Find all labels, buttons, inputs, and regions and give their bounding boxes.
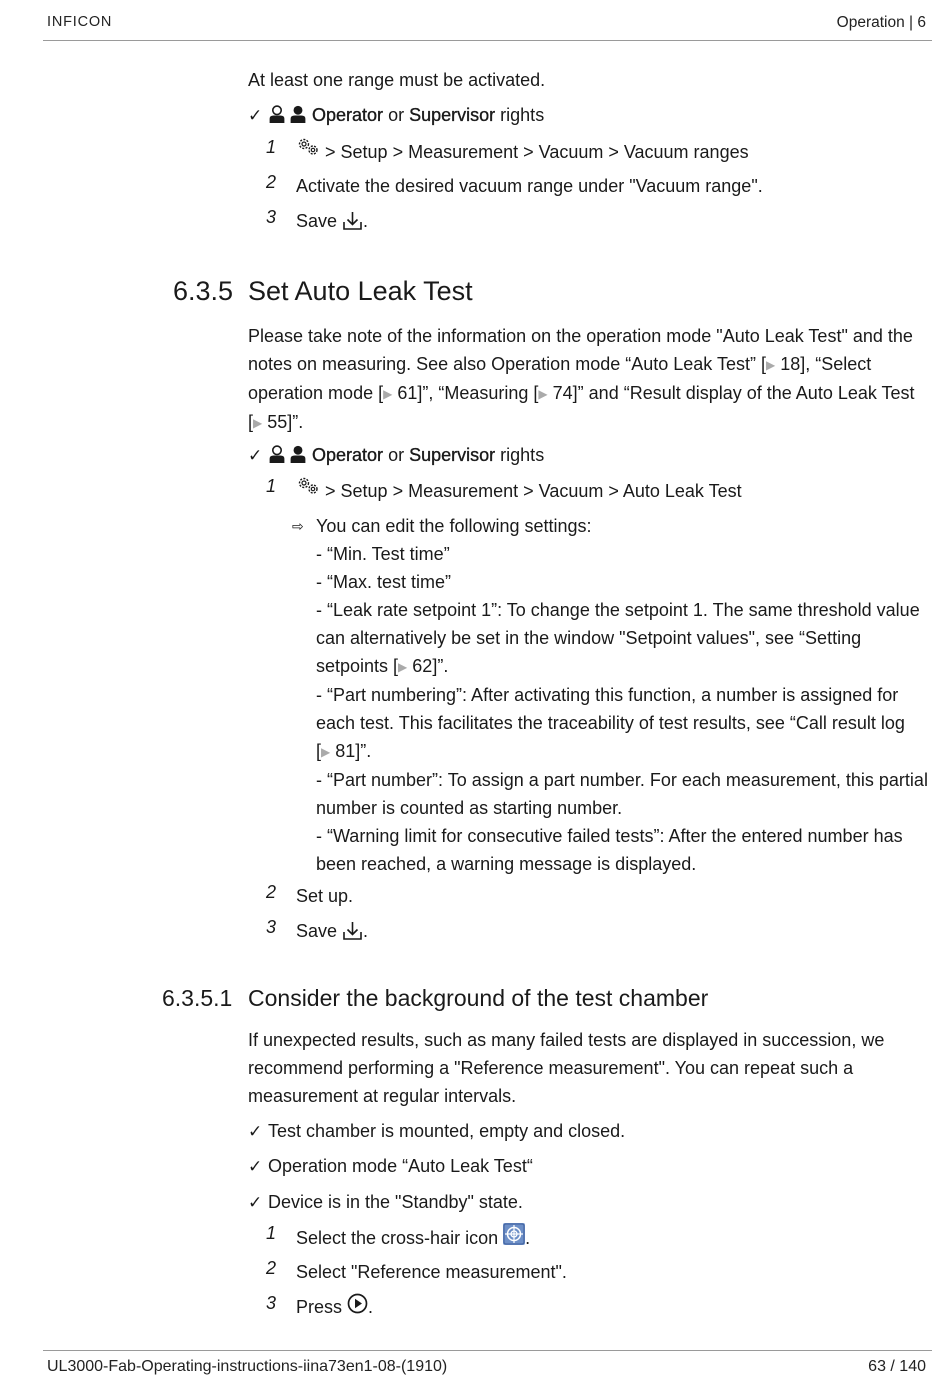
- step-text: [296, 917, 368, 945]
- step-text: [296, 137, 749, 166]
- gears-icon: [296, 476, 320, 496]
- section-title: Set Auto Leak Test: [248, 276, 473, 306]
- footer-rule: [43, 1350, 932, 1351]
- step-period: .: [363, 921, 369, 941]
- step-number: 2: [266, 1258, 277, 1278]
- setting-text: 62]”.: [412, 656, 449, 676]
- check-icon: ✓: [248, 1193, 263, 1212]
- result-arrow-icon: ⇨: [292, 518, 304, 534]
- step-number: 2: [266, 172, 277, 192]
- save-label: Save: [296, 921, 338, 941]
- prerequisite: [248, 1117, 625, 1146]
- supervisor-icon: [289, 445, 307, 464]
- setting-text: - “Part numbering”: After activating this function, a number is assigned for each test. This facilitates the traceability of test results, see “Call result log [: [316, 685, 905, 761]
- step-number: 1: [266, 1223, 277, 1243]
- section-number: 6.3.5: [173, 276, 234, 306]
- step-label: Select the cross-hair icon: [296, 1228, 499, 1248]
- step-text: [296, 1293, 373, 1321]
- step-label: Press: [296, 1297, 343, 1317]
- step-number: 3: [266, 917, 277, 937]
- save-icon: [342, 921, 363, 940]
- operator-icon: [268, 105, 286, 124]
- role-supervisor: Supervisor: [409, 445, 496, 465]
- step-number: 3: [266, 1293, 277, 1313]
- save-icon: [342, 211, 363, 230]
- header-brand: INFICON: [47, 14, 113, 30]
- setting-text: 81]”.: [335, 741, 372, 761]
- play-icon: [347, 1293, 368, 1314]
- setting-text: - “Leak rate setpoint 1”: To change the setpoint 1. The same threshold value can alternatively be set in the window "Setpoint values", see “Setting setpoints [: [316, 600, 920, 676]
- step-period: .: [525, 1228, 531, 1248]
- header-rule: [43, 40, 932, 41]
- result-intro: You can edit the following settings:: [316, 516, 592, 536]
- setting-item: [316, 596, 932, 681]
- rights-line-1: [248, 101, 544, 130]
- ref-marker-icon: ▶: [321, 745, 331, 759]
- subsection-title: Consider the background of the test chamber: [248, 985, 709, 1011]
- rights-line-2: [248, 441, 544, 470]
- prerequisite-text: Operation mode “Auto Leak Test“: [268, 1156, 533, 1176]
- step-text: Activate the desired vacuum range under "Vacuum range".: [296, 176, 763, 196]
- step-number: 1: [266, 137, 277, 157]
- operator-icon: [268, 445, 286, 464]
- rights-suffix: rights: [500, 105, 545, 125]
- prerequisite-text: Test chamber is mounted, empty and closed.: [268, 1121, 626, 1141]
- step-period: .: [368, 1297, 374, 1317]
- step-period: .: [363, 211, 369, 231]
- menu-path: > Setup > Measurement > Vacuum > Auto Leak Test: [325, 481, 742, 501]
- check-icon: ✓: [248, 1122, 263, 1141]
- check-icon: ✓: [248, 446, 263, 465]
- ref-marker-icon: ▶: [383, 387, 393, 401]
- subsection-paragraph: If unexpected results, such as many failed tests are displayed in succession, we recommend performing a "Reference measurement". You can repeat such a measurement at regular intervals.: [248, 1030, 885, 1106]
- step-text: Set up.: [296, 886, 354, 906]
- setting-item: - “Min. Test time”: [316, 544, 450, 564]
- crosshair-icon: [503, 1223, 525, 1245]
- rights-or: or: [388, 445, 405, 465]
- save-label: Save: [296, 211, 338, 231]
- para-text: Please take note of the information on the operation mode "Auto Leak Test" and the notes on measuring. See also Operation mode “Auto Leak Test” [: [248, 326, 913, 374]
- prerequisite: [248, 1188, 523, 1217]
- prerequisite: [248, 1152, 533, 1181]
- step-text: Select "Reference measurement".: [296, 1262, 567, 1282]
- para-text: 61]”, “Measuring [: [397, 383, 539, 403]
- role-operator: Operator: [312, 445, 384, 465]
- header-section: Operation | 6: [836, 14, 926, 31]
- setting-item: - “Part number”: To assign a part number. For each measurement, this partial number is counted as starting number.: [316, 770, 928, 818]
- footer-page: 63 / 140: [868, 1358, 926, 1375]
- role-operator: Operator: [312, 105, 384, 125]
- step-text: [296, 1223, 530, 1252]
- rights-or: or: [388, 105, 405, 125]
- step-result: [292, 512, 932, 878]
- check-icon: ✓: [248, 1157, 263, 1176]
- ref-marker-icon: ▶: [765, 358, 776, 372]
- rights-suffix: rights: [500, 445, 545, 465]
- para-text: 55]”.: [267, 412, 304, 432]
- setting-item: - “Max. test time”: [316, 572, 452, 592]
- setting-item: [316, 681, 932, 766]
- menu-path: > Setup > Measurement > Vacuum > Vacuum ranges: [325, 142, 749, 162]
- step-text: [296, 207, 368, 235]
- step-number: 1: [266, 476, 277, 496]
- gears-icon: [296, 137, 320, 157]
- prerequisite-text: Device is in the "Standby" state.: [268, 1192, 523, 1212]
- section-paragraph: [248, 322, 928, 437]
- setting-item: - “Warning limit for consecutive failed tests”: After the entered number has been reached, a warning message is displayed.: [316, 826, 903, 874]
- footer-document: UL3000-Fab-Operating-instructions-iina73en1-08-(1910): [47, 1358, 448, 1375]
- para-text: 74]” and “Result display of the Auto Leak Test [: [248, 383, 915, 432]
- ref-marker-icon: ▶: [253, 416, 263, 430]
- step-number: 2: [266, 882, 277, 902]
- step-number: 3: [266, 207, 277, 227]
- subsection-number: 6.3.5.1: [162, 985, 233, 1011]
- para-text: 18], “Select operation mode [: [248, 354, 872, 403]
- supervisor-icon: [289, 105, 307, 124]
- intro-text: At least one range must be activated.: [248, 70, 546, 90]
- check-icon: ✓: [248, 106, 263, 125]
- role-supervisor: Supervisor: [409, 105, 496, 125]
- ref-marker-icon: ▶: [538, 387, 548, 401]
- step-text: [296, 476, 742, 505]
- ref-marker-icon: ▶: [398, 660, 408, 674]
